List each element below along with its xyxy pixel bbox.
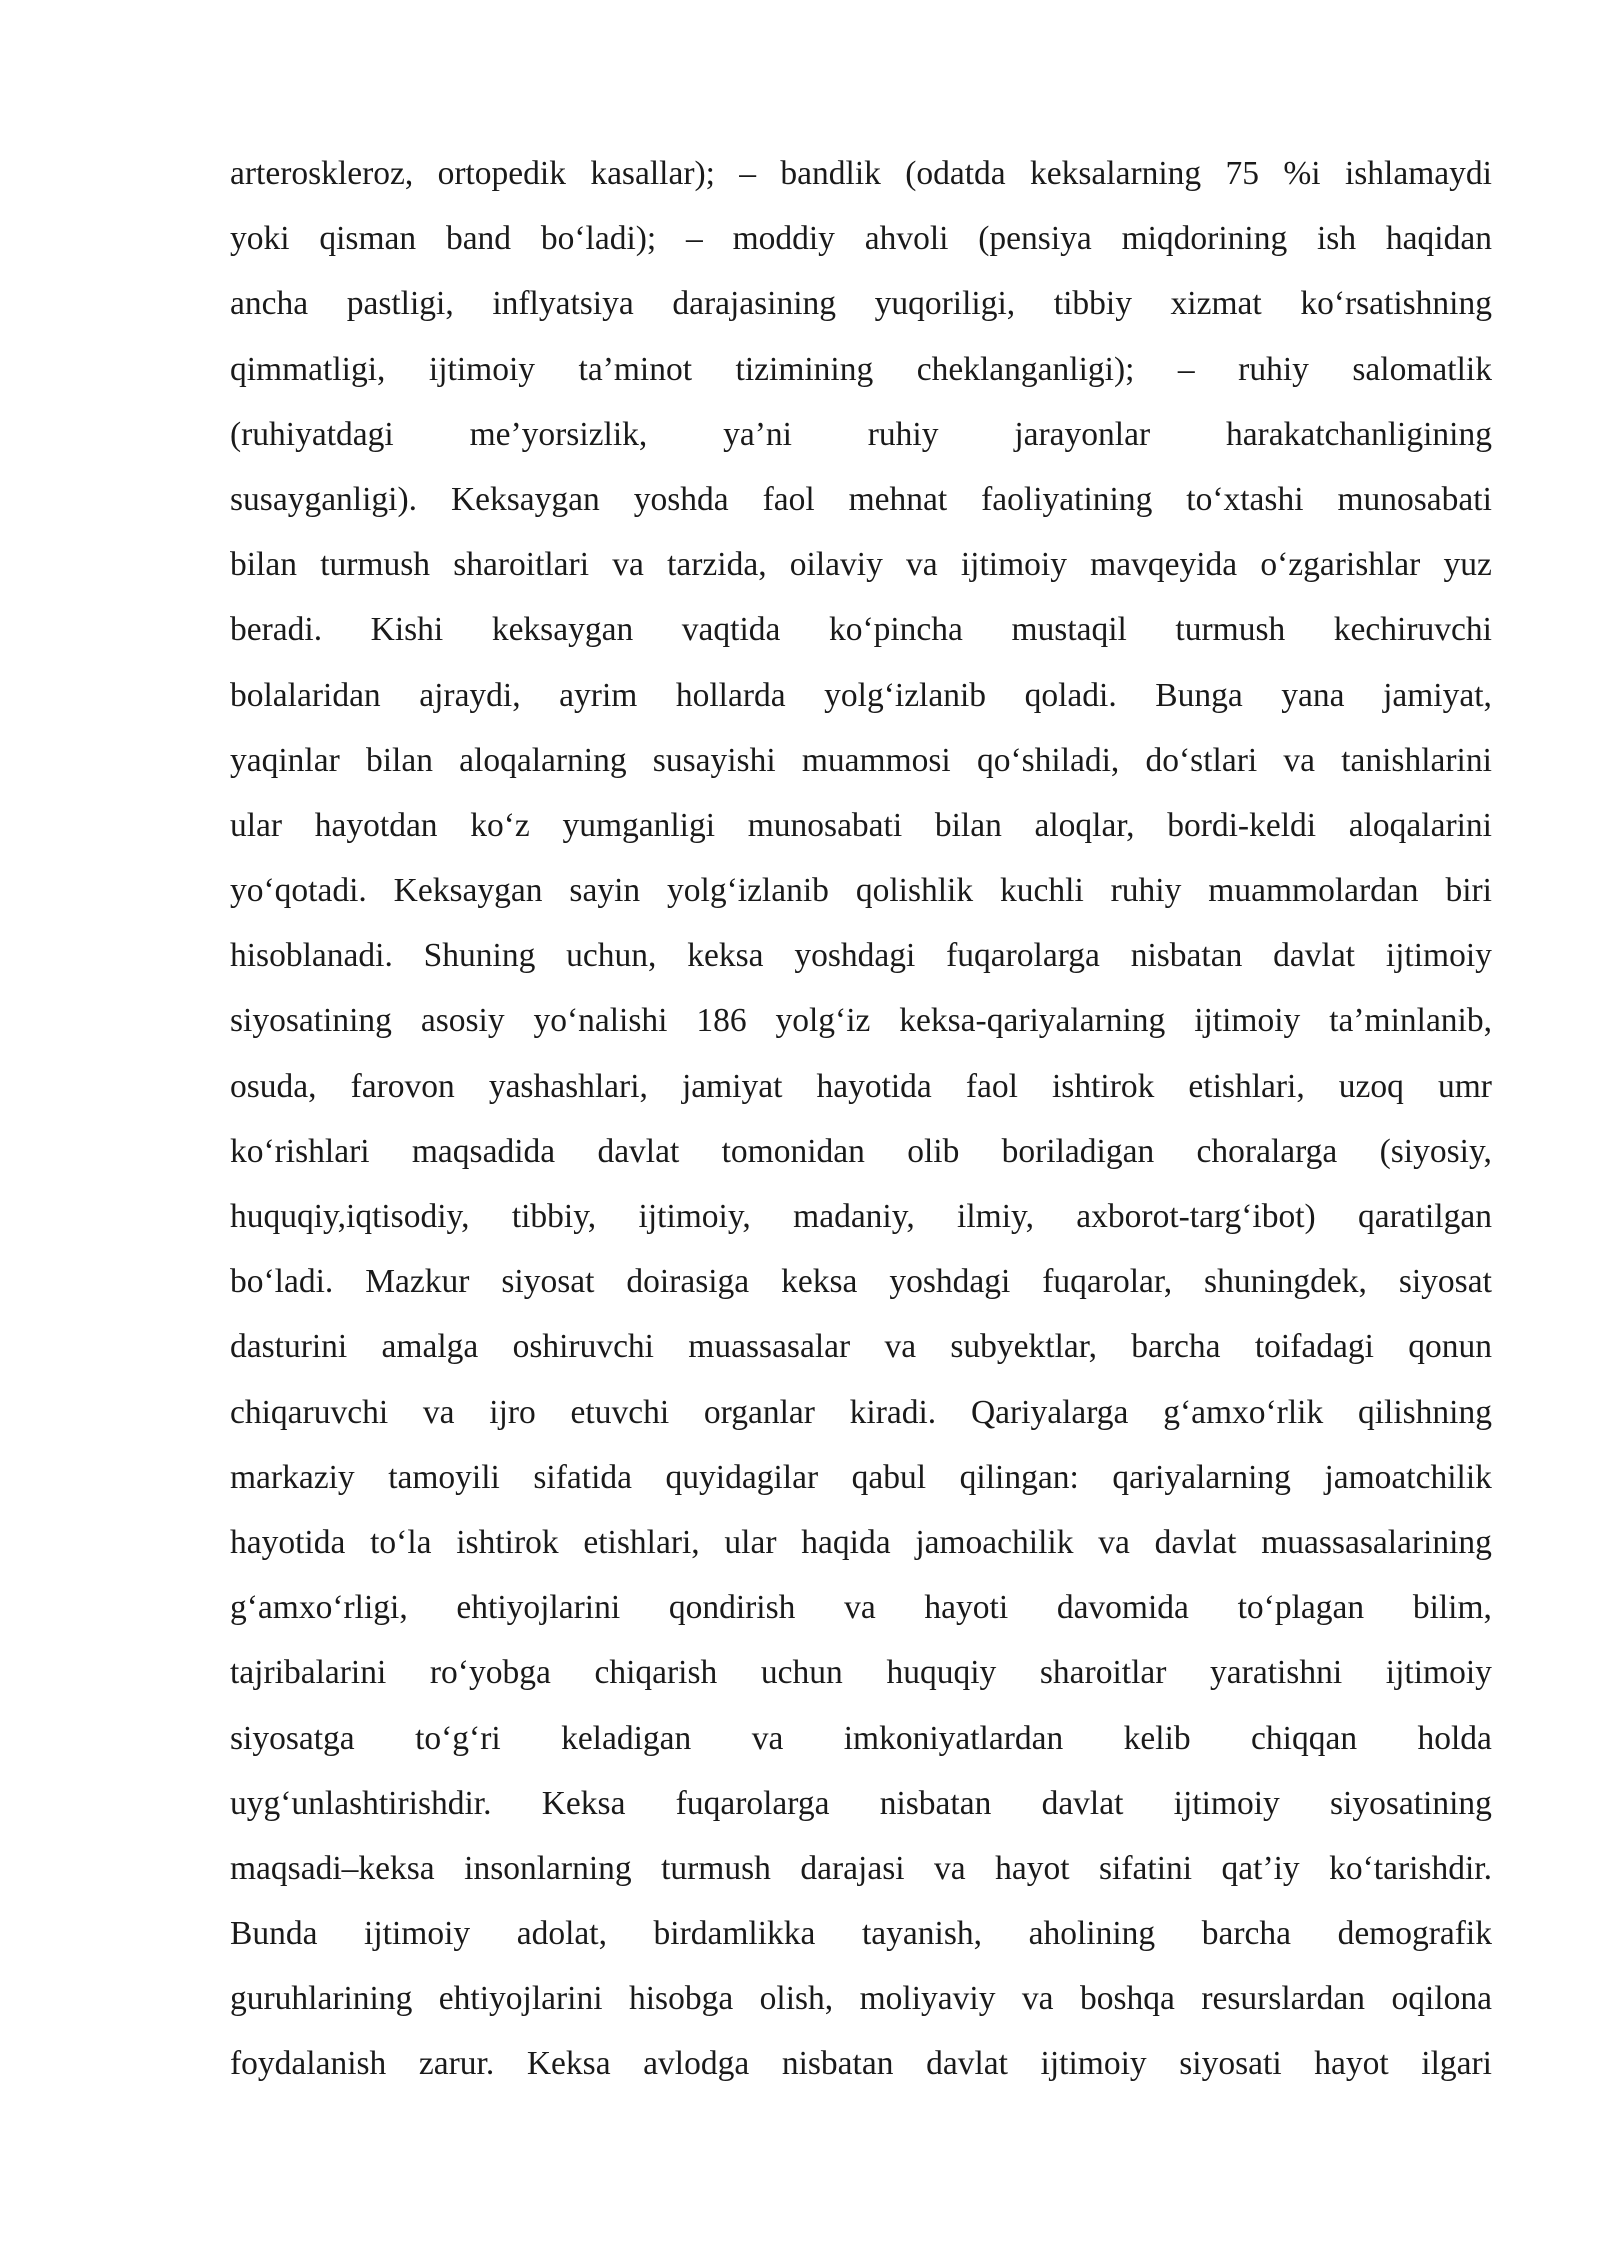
word: tomonidan	[721, 1132, 865, 1170]
word: davlat	[926, 2045, 1008, 2083]
word: adolat,	[516, 1915, 607, 1953]
word: arteroskleroz,	[230, 155, 414, 192]
word: va	[1283, 741, 1315, 779]
word: faol	[965, 1067, 1018, 1105]
text-line	[230, 997, 1492, 1062]
word: madaniy,	[793, 1198, 915, 1235]
word: ta’minot	[578, 350, 693, 388]
word: nisbatan	[879, 1784, 992, 1822]
word: hayot	[1314, 2045, 1389, 2083]
word: maqsadida	[411, 1132, 556, 1170]
word: g‘amxo‘rligi,	[230, 1589, 408, 1627]
word: kuchli	[1000, 872, 1084, 910]
word: aloqalarning	[459, 741, 627, 779]
word: ruhiy	[1238, 350, 1309, 388]
text-line	[230, 1910, 1492, 1975]
word: –	[686, 220, 703, 258]
word: ko‘rishlari	[230, 1132, 370, 1170]
word: hisobga	[628, 1980, 734, 2018]
word: farovon	[350, 1067, 455, 1105]
word: va	[906, 546, 938, 584]
word: ijtimoiy	[428, 350, 536, 388]
word: qo‘shiladi,	[976, 741, 1120, 779]
word: davlat	[597, 1132, 680, 1170]
word: –	[1177, 350, 1195, 388]
word: yumganligi	[562, 806, 716, 844]
word: muassasalarining	[1261, 1523, 1492, 1561]
word: organlar	[703, 1393, 815, 1431]
word: bolalaridan	[230, 676, 381, 714]
text-line	[230, 1715, 1492, 1780]
word: beradi.	[230, 611, 323, 649]
word: qondirish	[668, 1589, 796, 1627]
word: siyosati	[1179, 2045, 1282, 2083]
word: harakatchanligining	[1225, 415, 1492, 453]
word: muammolardan	[1208, 872, 1419, 910]
word: chiqarish	[594, 1654, 718, 1692]
word: ijtimoiy	[1040, 2045, 1147, 2083]
word: bo‘ladi.	[230, 1263, 334, 1301]
word: qabul	[851, 1458, 927, 1496]
word: chiqaruvchi	[230, 1393, 389, 1431]
word: bilim,	[1412, 1589, 1492, 1627]
word: hisoblanadi.	[230, 937, 393, 975]
word: ishtirok	[456, 1523, 559, 1561]
word: jamiyat	[681, 1067, 783, 1105]
word: (ruhiyatdagi	[230, 415, 394, 453]
word: demografik	[1337, 1915, 1492, 1953]
word: tayanish,	[862, 1915, 983, 1953]
word: tizimining	[735, 350, 874, 388]
word: bilan	[934, 806, 1002, 844]
word: darajasining	[672, 285, 837, 323]
word: (pensiya	[978, 220, 1092, 258]
text-line	[230, 1780, 1492, 1845]
word: turmush	[661, 1849, 771, 1887]
text-line	[230, 1845, 1492, 1910]
word: ko‘tarishdir.	[1329, 1849, 1492, 1887]
word: foydalanish	[230, 2045, 387, 2083]
text-line	[230, 1975, 1492, 2040]
word: sharoitlar	[1039, 1654, 1167, 1692]
word: turmush	[320, 546, 430, 584]
word: pastligi,	[346, 285, 454, 323]
word: barcha	[1131, 1328, 1221, 1366]
text-line	[230, 932, 1492, 997]
body-text	[230, 150, 1492, 2106]
text-line	[230, 802, 1492, 867]
word: munosabati	[1337, 480, 1492, 518]
word: yo‘nalishi	[533, 1002, 668, 1040]
word: bilan	[230, 546, 297, 584]
word: ishlamaydi	[1344, 155, 1492, 192]
word: va	[422, 1393, 455, 1431]
word: cheklanganligi);	[916, 350, 1135, 388]
word: ko‘z	[470, 806, 530, 844]
word: ishtirok	[1052, 1067, 1155, 1105]
word: me’yorsizlik,	[469, 415, 648, 453]
word: etuvchi	[570, 1393, 670, 1431]
word: 75	[1225, 155, 1260, 192]
word: guruhlarining	[230, 1980, 413, 2018]
text-line	[230, 280, 1492, 345]
word: ijtimoiy	[960, 546, 1067, 584]
word: g‘amxo‘rlik	[1163, 1393, 1324, 1431]
word: ehtiyojlarini	[438, 1980, 603, 2018]
word: hayoti	[924, 1589, 1009, 1627]
word: Keksa	[526, 2045, 611, 2083]
word: ya’ni	[723, 415, 792, 453]
word: asosiy	[420, 1002, 505, 1040]
word: salomatlik	[1352, 350, 1492, 388]
word: birdamlikka	[653, 1915, 816, 1953]
word: susayishi	[652, 741, 776, 779]
word: moddiy	[732, 220, 835, 258]
text-line	[230, 476, 1492, 541]
word: ehtiyojlarini	[456, 1589, 621, 1627]
word: huquqiy,iqtisodiy,	[230, 1198, 470, 1235]
word: to‘la	[370, 1523, 432, 1561]
word: band	[445, 220, 512, 258]
word: ular	[724, 1523, 777, 1561]
text-line	[230, 737, 1492, 802]
word: ruhiy	[867, 415, 939, 453]
word: uyg‘unlashtirishdir.	[230, 1784, 492, 1822]
word: fuqarolarga	[946, 937, 1100, 975]
word: zarur.	[418, 2045, 495, 2083]
word: bandlik	[780, 155, 881, 192]
word: yaratishni	[1210, 1654, 1343, 1692]
word: (siyosiy,	[1379, 1132, 1492, 1170]
word: ilmiy,	[957, 1198, 1034, 1235]
word: keksalarning	[1030, 155, 1202, 192]
word: va	[844, 1589, 876, 1627]
word: ular	[230, 806, 283, 844]
word: tarzida,	[667, 546, 767, 584]
word: muassasalar	[688, 1328, 851, 1366]
word: aloqlar,	[1034, 806, 1135, 844]
word: turmush	[1175, 611, 1286, 649]
word: ahvoli	[864, 220, 949, 258]
word: fuqarolar,	[1042, 1263, 1173, 1301]
word: ro‘yobga	[429, 1654, 551, 1692]
word: keksa	[687, 937, 764, 975]
word: Qariyalarga	[970, 1393, 1129, 1431]
word: ajraydi,	[419, 676, 521, 714]
word: do‘stlari	[1145, 741, 1258, 779]
word: va	[751, 1719, 784, 1757]
word: –	[739, 155, 757, 192]
text-line	[230, 411, 1492, 476]
text-line	[230, 1193, 1492, 1258]
word: maqsadi–keksa	[230, 1849, 435, 1887]
word: sharoitlari	[453, 546, 590, 584]
text-line	[230, 1649, 1492, 1714]
word: qimmatligi,	[230, 350, 386, 388]
word: avlodga	[643, 2045, 750, 2083]
text-line	[230, 215, 1492, 280]
word: tibbiy,	[511, 1198, 597, 1235]
word: va	[1021, 1980, 1054, 2018]
word: yolg‘izlanib	[824, 676, 987, 714]
word: keladigan	[561, 1719, 692, 1757]
word: moliyaviy	[859, 1980, 996, 2018]
word: holda	[1417, 1719, 1492, 1757]
word: munosabati	[747, 806, 903, 844]
word: oqilona	[1391, 1980, 1492, 2018]
word: kiradi.	[849, 1393, 937, 1431]
word: olish,	[759, 1980, 834, 2018]
word: yana	[1281, 676, 1345, 714]
word: imkoniyatlardan	[843, 1719, 1064, 1757]
word: va	[884, 1328, 917, 1366]
word: bilan	[365, 741, 433, 779]
text-line	[230, 346, 1492, 411]
word: hayotdan	[314, 806, 438, 844]
text-line	[230, 150, 1492, 215]
word: uchun	[760, 1654, 843, 1692]
word: subyektlar,	[950, 1328, 1097, 1366]
word: jamiyat,	[1383, 676, 1492, 714]
word: yaqinlar	[230, 741, 340, 779]
text-line	[230, 1389, 1492, 1454]
word: qonun	[1408, 1328, 1492, 1366]
text-line	[230, 1128, 1492, 1193]
word: toifadagi	[1254, 1328, 1374, 1366]
word: Keksa	[541, 1784, 626, 1822]
text-line	[230, 1584, 1492, 1649]
word: ancha	[230, 285, 309, 323]
word: Keksaygan	[450, 480, 600, 518]
word: tajribalarini	[230, 1654, 387, 1692]
word: siyosat	[1398, 1263, 1492, 1301]
word: amalga	[381, 1328, 479, 1366]
word: bo‘ladi);	[540, 220, 657, 258]
word: shuningdek,	[1204, 1263, 1367, 1301]
word: aloqalarini	[1348, 806, 1492, 844]
word: Bunga	[1155, 676, 1243, 714]
word: qilishning	[1357, 1393, 1492, 1431]
word: tanishlarini	[1341, 741, 1492, 779]
word: davlat	[1273, 937, 1355, 975]
word: qolishlik	[855, 872, 974, 910]
word: Kishi	[370, 611, 444, 649]
word: yoshdagi	[794, 937, 916, 975]
word: ko‘rsatishning	[1300, 285, 1492, 323]
word: sifatida	[533, 1458, 632, 1496]
word: chiqqan	[1251, 1719, 1358, 1757]
word: ilgari	[1421, 2045, 1492, 2083]
word: tamoyili	[388, 1458, 500, 1496]
word: ijtimoiy	[1173, 1784, 1280, 1822]
word: huquqiy	[886, 1654, 997, 1692]
word: mehnat	[848, 480, 948, 518]
word: siyosat	[501, 1263, 595, 1301]
word: qaratilgan	[1358, 1198, 1492, 1235]
word: ijtimoiy,	[638, 1198, 751, 1235]
word: muammosi	[801, 741, 951, 779]
word: keksaygan	[491, 611, 634, 649]
word: qariyalarning	[1112, 1458, 1291, 1496]
word: kechiruvchi	[1333, 611, 1492, 649]
word: va	[1098, 1523, 1130, 1561]
word: inflyatsiya	[492, 285, 634, 323]
word: dasturini	[230, 1328, 348, 1366]
word: etishlari,	[1188, 1067, 1305, 1105]
word: Shuning	[423, 937, 536, 975]
text-line	[230, 606, 1492, 671]
word: haqidan	[1385, 220, 1492, 258]
word: davlat	[1154, 1523, 1237, 1561]
word: kasallar);	[590, 155, 715, 192]
word: oshiruvchi	[512, 1328, 654, 1366]
word: hollarda	[675, 676, 786, 714]
word: hayotida	[230, 1523, 346, 1561]
word: bordi-keldi	[1167, 806, 1317, 844]
word: 186	[696, 1002, 747, 1040]
word: qoladi.	[1024, 676, 1117, 714]
word: yoshda	[633, 480, 729, 518]
word: ruhiy	[1110, 872, 1182, 910]
word: yoshdagi	[889, 1263, 1011, 1301]
word: yuz	[1443, 546, 1492, 584]
word: Bunda	[230, 1915, 318, 1953]
word: fuqarolarga	[675, 1784, 830, 1822]
word: vaqtida	[681, 611, 781, 649]
word: kelib	[1123, 1719, 1191, 1757]
word: axborot-targ‘ibot)	[1076, 1198, 1316, 1235]
word: to‘g‘ri	[415, 1719, 501, 1757]
word: qisman	[319, 220, 417, 258]
word: keksa-qariyalarning	[899, 1002, 1166, 1040]
word: ko‘pincha	[828, 611, 963, 649]
word: %i	[1283, 155, 1321, 192]
word: osuda,	[230, 1067, 317, 1105]
word: (odatda	[905, 155, 1006, 192]
word: yolg‘izlanib	[667, 872, 829, 910]
word: tibbiy	[1053, 285, 1132, 323]
word: mavqeyida	[1090, 546, 1238, 584]
word: keksa	[781, 1263, 858, 1301]
word: sifatini	[1099, 1849, 1193, 1887]
word: barcha	[1201, 1915, 1291, 1953]
word: ijtimoiy	[364, 1915, 471, 1953]
word: biri	[1445, 872, 1492, 910]
word: uzoq	[1338, 1067, 1404, 1105]
word: xizmat	[1170, 285, 1262, 323]
word: nisbatan	[1130, 937, 1243, 975]
word: davlat	[1041, 1784, 1124, 1822]
word: ijtimoiy	[1385, 937, 1492, 975]
word: davomida	[1056, 1589, 1189, 1627]
word: faoliyatining	[981, 480, 1153, 518]
word: susayganligi).	[230, 480, 418, 518]
word: jarayonlar	[1014, 415, 1151, 453]
word: boriladigan	[1001, 1132, 1155, 1170]
text-line	[230, 1454, 1492, 1519]
word: boshqa	[1079, 1980, 1175, 2018]
word: umr	[1437, 1067, 1492, 1105]
word: markaziy	[230, 1458, 355, 1496]
word: haqida	[801, 1523, 891, 1561]
word: ijtimoiy	[1385, 1654, 1492, 1692]
word: va	[934, 1849, 966, 1887]
word: quyidagilar	[665, 1458, 819, 1496]
word: resurslardan	[1201, 1980, 1366, 2018]
text-line	[230, 672, 1492, 737]
word: yoki	[230, 220, 290, 258]
word: faol	[762, 480, 815, 518]
word: ijro	[489, 1393, 536, 1431]
word: miqdorining	[1121, 220, 1288, 258]
text-line	[230, 1258, 1492, 1323]
word: va	[612, 546, 644, 584]
word: o‘zgarishlar	[1260, 546, 1421, 584]
word: siyosatining	[230, 1002, 392, 1040]
word: etishlari,	[583, 1523, 700, 1561]
text-line	[230, 867, 1492, 932]
word: siyosatga	[230, 1719, 355, 1757]
word: ish	[1317, 220, 1357, 258]
word: doirasiga	[626, 1263, 750, 1301]
word: choralarga	[1196, 1132, 1338, 1170]
text-line	[230, 2040, 1492, 2105]
word: siyosatining	[1330, 1784, 1492, 1822]
word: qat’iy	[1221, 1849, 1300, 1887]
text-line	[230, 1323, 1492, 1388]
word: Mazkur	[365, 1263, 470, 1301]
word: sayin	[569, 872, 641, 910]
word: Keksaygan	[393, 872, 543, 910]
word: oilaviy	[789, 546, 883, 584]
word: yolg‘iz	[775, 1002, 871, 1040]
word: nisbatan	[781, 2045, 894, 2083]
word: ortopedik	[437, 155, 566, 192]
word: aholining	[1028, 1915, 1156, 1953]
word: hayot	[995, 1849, 1070, 1887]
word: yo‘qotadi.	[230, 872, 367, 910]
word: olib	[907, 1132, 960, 1170]
word: uchun,	[566, 937, 657, 975]
word: jamoachilik	[915, 1523, 1074, 1561]
word: insonlarning	[464, 1849, 632, 1887]
word: yuqoriligi,	[874, 285, 1016, 323]
word: mustaqil	[1011, 611, 1127, 649]
text-line	[230, 1519, 1492, 1584]
word: ta’minlanib,	[1329, 1002, 1492, 1040]
word: qilingan:	[959, 1458, 1079, 1496]
text-line	[230, 1063, 1492, 1128]
word: ayrim	[559, 676, 638, 714]
word: to‘xtashi	[1186, 480, 1304, 518]
word: to‘plagan	[1237, 1589, 1365, 1627]
word: yashashlari,	[488, 1067, 648, 1105]
word: jamoatchilik	[1324, 1458, 1492, 1496]
word: hayotida	[816, 1067, 932, 1105]
word: darajasi	[800, 1849, 905, 1887]
word: ijtimoiy	[1194, 1002, 1301, 1040]
text-line	[230, 541, 1492, 606]
